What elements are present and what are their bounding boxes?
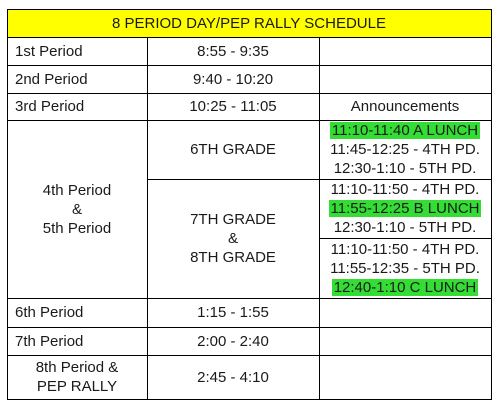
period-8-time: 2:45 - 4:10	[197, 368, 269, 386]
period-1-time: 8:55 - 9:35	[197, 42, 269, 60]
announcements-note: Announcements	[350, 98, 460, 115]
period-3-label: 3rd Period	[15, 98, 85, 115]
row-divider	[7, 65, 491, 66]
lunch-b-line-3: 12:30-1:10 - 5TH PD.	[333, 219, 477, 236]
period-8-line-1: 8th Period &	[35, 359, 119, 376]
period-8-line-2: PEP RALLY	[36, 378, 118, 395]
period-6-time: 1:15 - 1:55	[197, 304, 269, 321]
grade-7-8-label	[147, 179, 319, 298]
period-7-time: 2:00 - 2:40	[197, 332, 269, 350]
period-2-time: 9:40 - 10:20	[192, 70, 274, 88]
period-1-label: 1st Period	[15, 42, 83, 60]
period-8-note	[319, 355, 491, 399]
schedule-title: 8 PERIOD DAY/PEP RALLY SCHEDULE	[7, 9, 491, 37]
period-2-note	[319, 65, 491, 93]
column-divider	[147, 37, 148, 399]
lunch-c-schedule	[319, 238, 491, 298]
lunch-b-line-1: 11:10-11:50 - 4TH PD.	[330, 181, 480, 198]
period-2-label: 2nd Period	[15, 70, 88, 88]
period-1-note	[319, 37, 491, 65]
period-4-5-label	[7, 120, 147, 298]
grade-6-label: 6TH GRADE	[190, 141, 276, 158]
row-divider	[7, 327, 491, 328]
lunch-c-line-2: 11:55-12:35 - 5TH PD.	[330, 259, 480, 277]
period-6-label: 6th Period	[15, 304, 84, 321]
row-divider	[319, 238, 491, 239]
period-4-5-line-2: &	[71, 200, 82, 218]
grade-7-8-line-2: &	[227, 230, 238, 247]
lunch-b-schedule	[319, 179, 491, 238]
period-6-note	[319, 298, 491, 327]
table-border-bottom	[7, 399, 492, 400]
period-4-5-line-3: 5th Period	[42, 219, 112, 237]
period-7-label: 7th Period	[15, 332, 84, 350]
row-divider	[7, 298, 491, 299]
row-divider	[7, 120, 491, 121]
grade-7-8-line-3: 8TH GRADE	[190, 249, 276, 266]
lunch-b-highlight: 11:55-12:25 B LUNCH	[330, 200, 480, 217]
lunch-c-highlight: 12:40-1:10 C LUNCH	[333, 278, 477, 296]
column-divider	[319, 37, 320, 399]
period-4-5-line-1: 4th Period	[42, 181, 112, 199]
lunch-a-schedule	[319, 120, 491, 179]
row-divider	[7, 355, 491, 356]
row-divider	[7, 37, 491, 38]
grade-7-8-line-1: 7TH GRADE	[190, 211, 276, 228]
lunch-a-highlight: 11:10-11:40 A LUNCH	[331, 122, 479, 139]
period-7-note	[319, 327, 491, 355]
table-border-top	[7, 9, 491, 10]
row-divider	[7, 93, 491, 94]
lunch-a-line-3: 12:30-1:10 - 5TH PD.	[333, 160, 477, 177]
period-8-label	[7, 355, 147, 399]
table-border-left	[7, 9, 8, 400]
lunch-a-line-2: 11:45-12:25 - 4TH PD.	[330, 141, 480, 158]
period-3-time: 10:25 - 11:05	[189, 98, 277, 115]
lunch-c-line-1: 11:10-11:50 - 4TH PD.	[330, 240, 480, 258]
table-border-right	[491, 9, 492, 400]
